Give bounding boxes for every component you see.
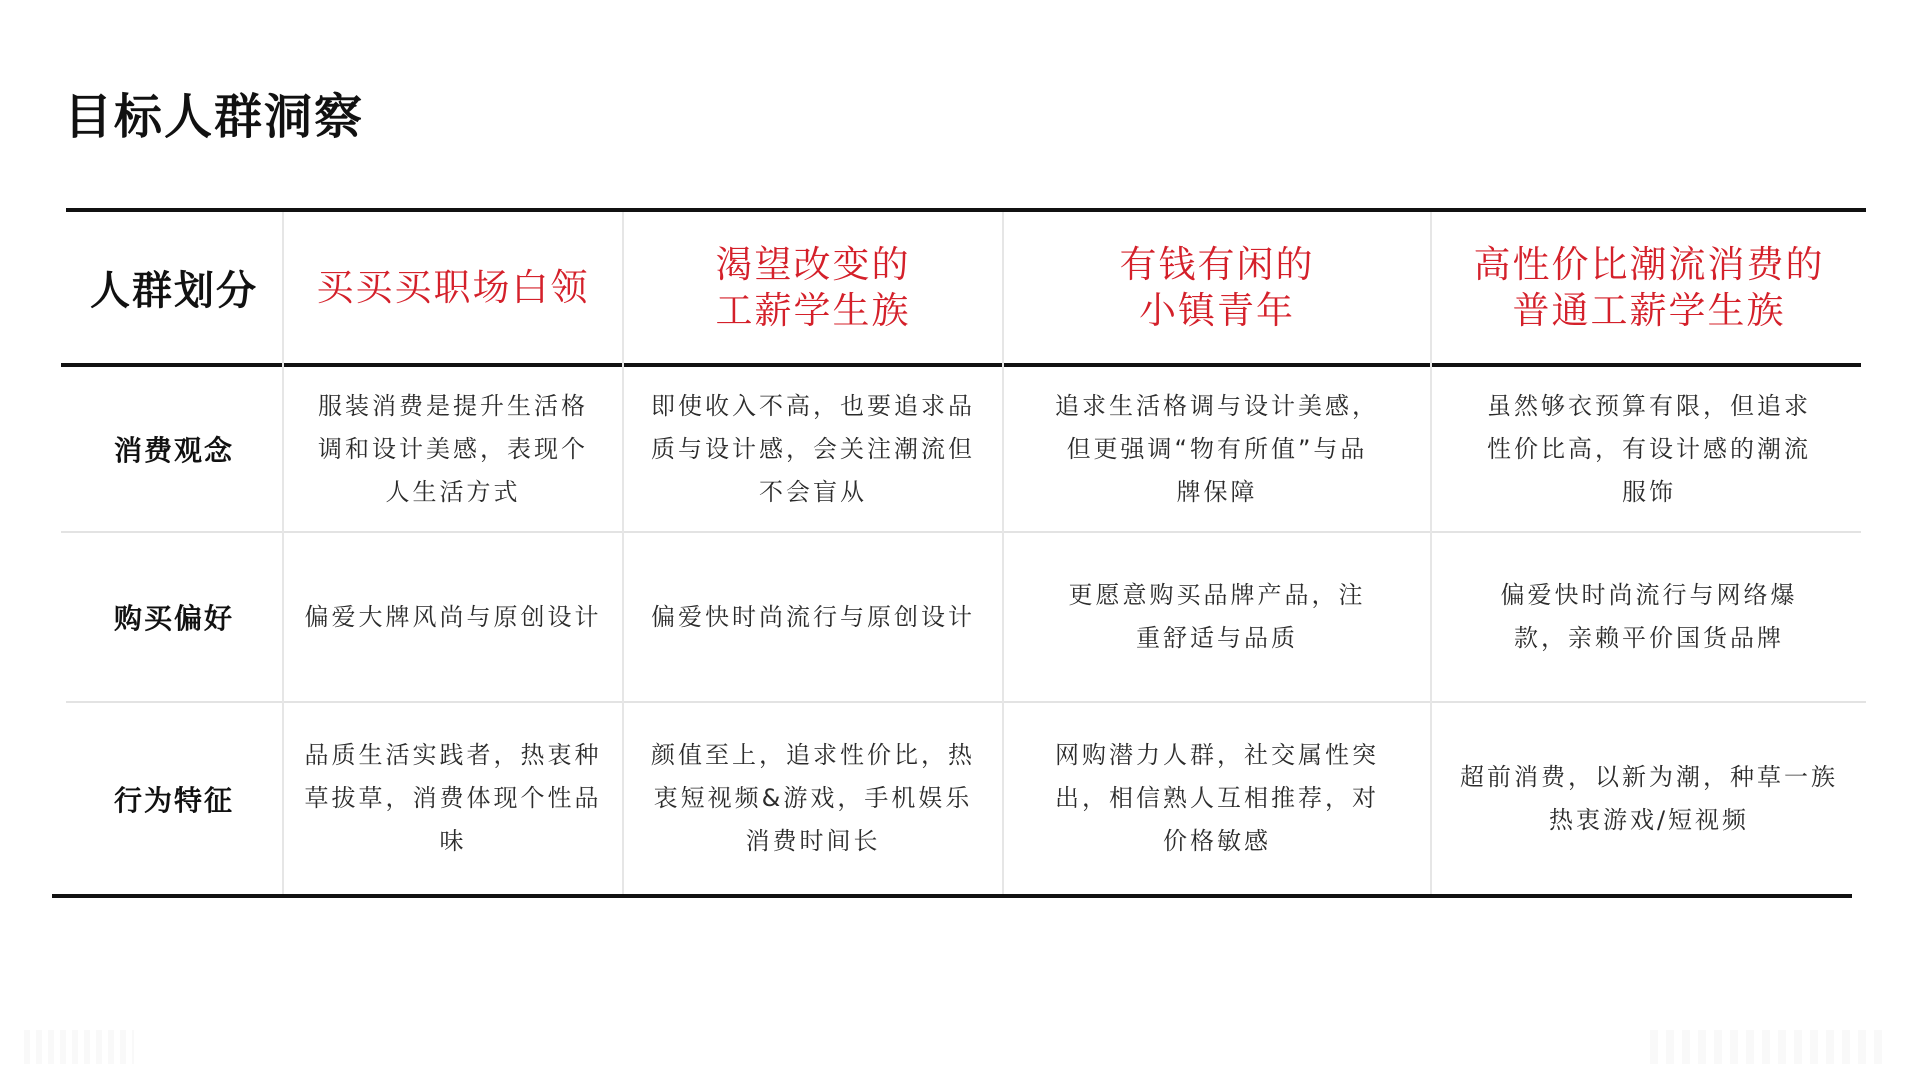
table-cell: 追求生活格调与设计美感， 但更强调“物有所值”与品 牌保障 <box>1055 391 1379 506</box>
table-cell: 颜值至上，追求性价比，热 衷短视频&游戏，手机娱乐 消费时间长 <box>651 741 975 855</box>
table-cell: 虽然够衣预算有限，但追求 性价比高，有设计感的潮流 服饰 <box>1487 391 1811 506</box>
row-label-purchase-preference: 购买偏好 <box>113 602 234 635</box>
segment-header-2: 渴望改变的 工薪学生族 <box>715 242 911 332</box>
watermark-right <box>1650 1030 1890 1064</box>
segment-header-3: 有钱有闲的 小镇青年 <box>1119 242 1315 332</box>
segment-header-1: 买买买职场白领 <box>316 265 590 309</box>
table-cell: 网购潜力人群，社交属性突 出，相信熟人互相推荐，对 价格敏感 <box>1055 741 1379 855</box>
table-cell: 偏爱快时尚流行与网络爆 款，亲赖平价国货品牌 <box>1500 581 1798 652</box>
row-label-consumption-view: 消费观念 <box>113 434 234 467</box>
segment-header-4: 高性价比潮流消费的 普通工薪学生族 <box>1473 242 1825 332</box>
table-cell: 更愿意购买品牌产品，注 重舒适与品质 <box>1068 581 1366 652</box>
table-cell: 超前消费，以新为潮，种草一族 热衷游戏/短视频 <box>1460 762 1838 834</box>
table-cell: 即使收入不高，也要追求品 质与设计感，会关注潮流但 不会盲从 <box>651 391 975 506</box>
table-cell: 服装消费是提升生活格 调和设计美感，表现个 人生活方式 <box>318 391 588 506</box>
table-cell: 偏爱快时尚流行与原创设计 <box>651 602 975 631</box>
table-bottom-rule <box>52 894 1852 898</box>
watermark-left <box>24 1030 134 1064</box>
page-title: 目标人群洞察 <box>64 89 365 145</box>
table-cell: 偏爱大牌风尚与原创设计 <box>304 602 602 631</box>
table-header-label: 人群划分 <box>90 268 258 314</box>
table-cell: 品质生活实践者，热衷种 草拔草，消费体现个性品 味 <box>304 741 602 855</box>
row-label-behavior-traits: 行为特征 <box>113 783 234 817</box>
